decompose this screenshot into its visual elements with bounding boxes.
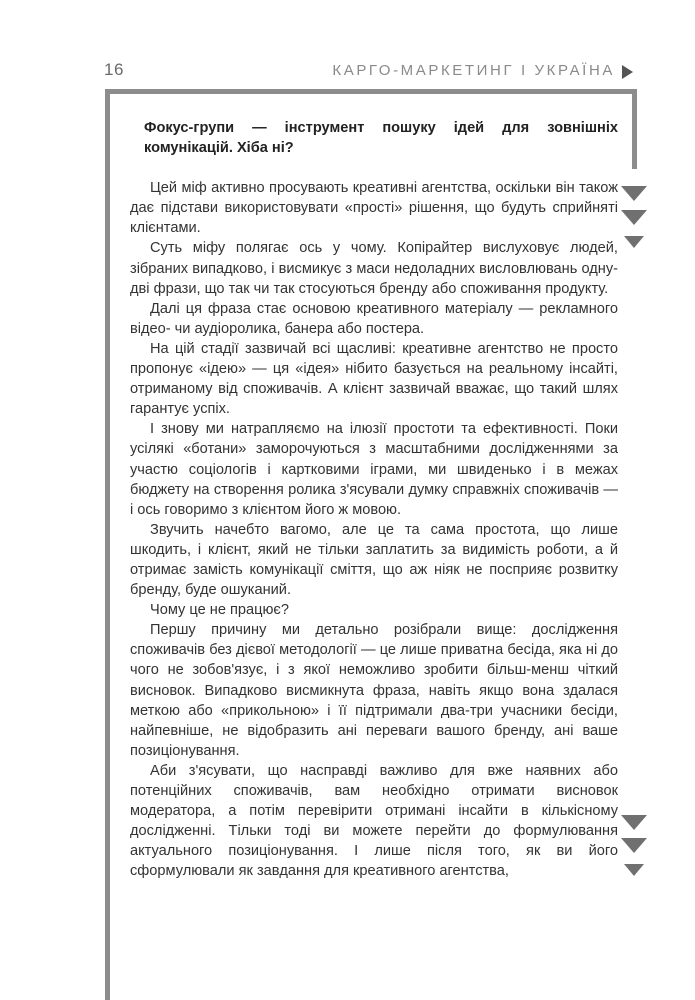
page-content: [130, 118, 618, 881]
paragraph: Звучить начебто вагомо, але це та сама простота, що лише шкодить, і клієнт, який не тільки заплатить за видимість роботи, а й отримає замість комунікації сміття, що аж ніяк не посприяє розвитку бренду, буде ошуканий.: [130, 521, 618, 599]
page-number: 16: [104, 60, 124, 79]
paragraph: Чому це не працює?: [150, 602, 289, 619]
paragraph: На цій стадії зазвичай всі щасливі: креативне агентство не просто пропонує «ідею» — ця «ідея» нібито базується на реальному інсайті, отриманому від споживачів. А клієнт зазвичай вважає, що такий шлях гарантує успіх.: [130, 340, 618, 418]
frame-top-border: [105, 89, 637, 94]
paragraph: Аби з'ясувати, що насправді важливо для вже наявних або потенційних споживачів, вам необхідно отримати висновок модератора, а потім перевірити отримані інсайти в кількісному дослідженні. Тільки тоді ви можете перейти до формулювання актуального позиціонування. І лише після того, як ви його сформулювали як завдання для креативного агентства,: [130, 762, 618, 880]
running-title: КАРГО-МАРКЕТИНГ І УКРАЇНА: [332, 62, 615, 79]
frame-right-border: [632, 89, 637, 169]
paragraph: І знову ми натрапляємо на ілюзії простоти та ефективності. Поки усілякі «ботани» заморочуються з масштабними дослідженнями за участю соціологів і картковими іграми, ми швиденько і в межах бюджету на створення ролика з'ясували думку справжніх споживачів — і ось говоримо з клієнтом його ж мовою.: [130, 421, 618, 518]
triangle-right-icon: [622, 65, 633, 79]
page-header: [0, 0, 695, 90]
paragraph: Суть міфу полягає ось у чому. Копірайтер вислуховує людей, зібраних випадково, і висмикує з маси недоладних висловлювань одну-дві фрази, що так чи так стосуються бренду або споживання продукту.: [130, 240, 618, 297]
triangle-down-icon: [621, 815, 647, 830]
triangle-down-icon: [621, 186, 647, 201]
frame-left-border: [105, 89, 110, 1000]
triangle-down-icon: [624, 864, 644, 876]
paragraph: Першу причину ми детально розібрали вище: дослідження споживачів без дієвої методології — це лише приватна бесіда, яка ні до чого не зобов'язує, і з якої неможливо зробити більш-менш чіткий висновок. Випадково висмикнута фраза, навіть якщо вона здалася меткою або «прикольною» і її підтримали два-три учасники бесіди, найпевніше, не відобразить ані переваги вашого бренду, ані ваше позиціонування.: [130, 622, 618, 759]
triangle-down-icon: [624, 236, 644, 248]
paragraph: Далі ця фраза стає основою креативного матеріалу — рекламного відео- чи аудіоролика, банера або постера.: [130, 300, 618, 337]
triangle-down-icon: [621, 838, 647, 853]
triangle-down-icon: [621, 210, 647, 225]
section-heading: Фокус-групи — інструмент пошуку ідей для зовнішніх комунікацій. Хіба ні?: [144, 120, 618, 157]
paragraph: Цей міф активно просувають креативні агентства, оскільки він також дає підстави використовувати «прості» рішення, що будуть сприйняті клієнтами.: [130, 180, 618, 237]
